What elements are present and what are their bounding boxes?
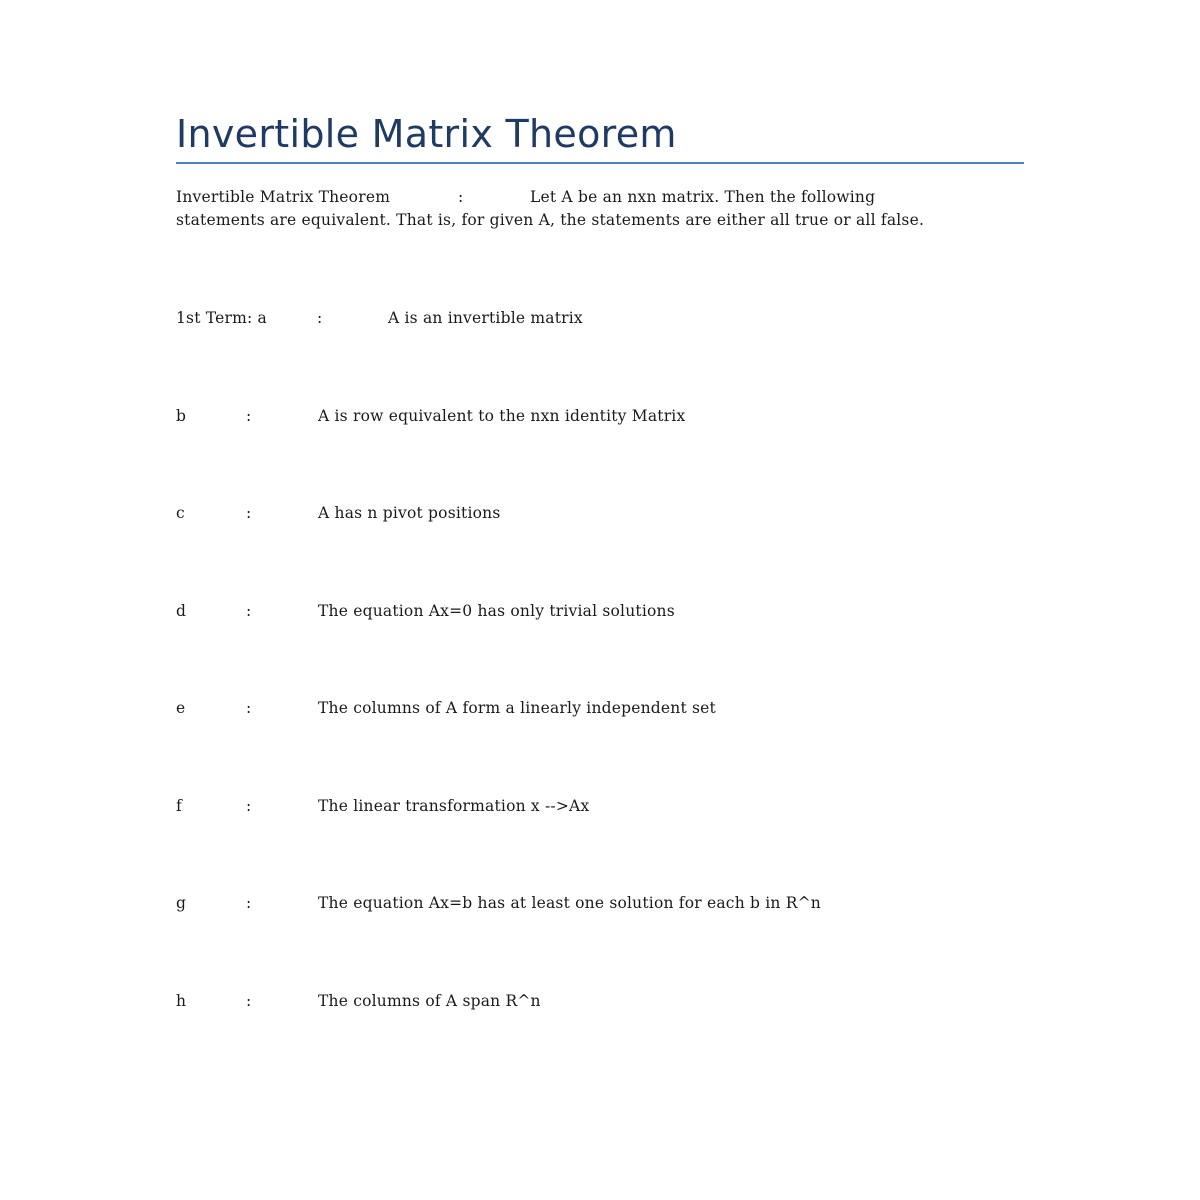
statement-label: b [176,407,187,425]
statement-label: d [176,602,187,620]
statement-text: A is an invertible matrix [388,309,583,327]
statement-separator: : [246,894,252,912]
statement-row-a [176,306,1026,330]
statement-separator: : [317,309,323,327]
statement-text: A has n pivot positions [318,504,501,522]
statement-text: The equation Ax=0 has only trivial solutions [318,602,675,620]
statement-row-e [176,696,1026,720]
statement-row-d [176,599,1026,623]
statement-separator: : [246,699,252,717]
statement-row-b [176,404,1026,428]
statement-label: c [176,504,185,522]
intro-label: Invertible Matrix Theorem [176,188,391,206]
statement-label: e [176,699,186,717]
statement-text: The columns of A form a linearly independent set [318,699,716,717]
intro-separator: : [458,188,464,206]
statement-text: The columns of A span R^n [318,992,541,1010]
statement-separator: : [246,797,252,815]
statement-row-c [176,501,1026,525]
statement-label: g [176,894,187,912]
intro-text-line-1: Let A be an nxn matrix. Then the following [530,188,876,206]
statement-label: h [176,992,187,1010]
title-underline-divider [176,162,1024,164]
statement-separator: : [246,407,252,425]
intro-paragraph [176,186,1026,232]
statement-text: The equation Ax=b has at least one solution for each b in R^n [318,894,821,912]
statement-row-h [176,989,1026,1013]
statement-row-f [176,794,1026,818]
statement-separator: : [246,504,252,522]
intro-line-1 [176,186,1026,209]
statement-text: The linear transformation x -->Ax [318,797,590,815]
statement-separator: : [246,992,252,1010]
statement-text: A is row equivalent to the nxn identity Matrix [318,407,686,425]
document-title: Invertible Matrix Theorem [176,112,677,156]
statement-separator: : [246,602,252,620]
statement-row-g [176,891,1026,915]
statement-label: f [176,797,182,815]
statement-label: 1st Term: a [176,309,267,327]
intro-text-line-2: statements are equivalent. That is, for given A, the statements are either all true or all false. [176,211,925,229]
